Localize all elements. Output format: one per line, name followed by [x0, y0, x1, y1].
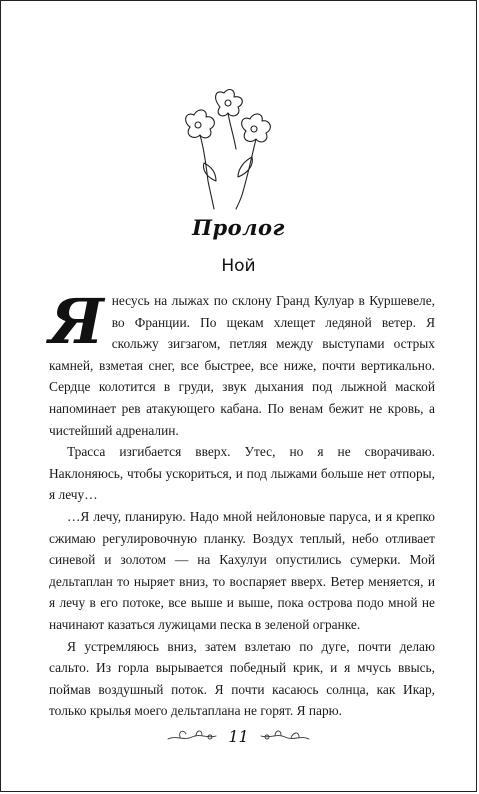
floral-flourish-icon [166, 725, 218, 747]
paragraph-2: Трасса изгибается вверх. Утес, но я не сворачиваю. Наклоняюсь, чтобы ускориться, и под лыжами больше нет отпоры, я лечу… [49, 444, 435, 503]
chapter-text [49, 285, 435, 722]
paragraph-1-text: несусь на лыжах по склону Гранд Кулуар в Куршевеле, во Франции. По щекам хлещет ледяной ветер. Я скольжу зигзагом, петляя между выступами острых камней, взметая снег, все быстрее, все ниже, почти вертикально. Сердце колотится в груди, звук дыхания под лыжной маской напоминает рев атакующего кабана. По венам бежит не кровь, а чистейший адреналин. [49, 293, 435, 438]
page-number: 11 [228, 726, 249, 746]
poppy-flowers-icon [176, 85, 286, 211]
chapter-subtitle: Ной [221, 256, 256, 276]
floral-flourish-icon [259, 725, 311, 747]
page-footer [1, 725, 476, 747]
paragraph-4: Я устремляюсь вниз, затем взлетаю по дуге, почти делаю сальто. Из горла вырывается победный крик, и я мчусь ввысь, поймав воздушный поток. Я почти касаюсь солнца, как Икар, только крылья моего дельтаплана не горят. Я парю. [49, 638, 435, 719]
paragraph-3: …Я лечу, планирую. Надо мной нейлоновые паруса, и я крепко сжимаю регулировочную планку. Воздух теплый, небо отливает синевой и золотом — на Кахулуи опустились сумерки. Мой дельтаплан то ныряет вниз, то воспаряет вверх. Ветер меняется, и я лечу в его потоке, все выше и выше, пока острова подо мной не начинают казаться лужицами песка в зеленой огранке. [49, 508, 435, 632]
chapter-title: Пролог [192, 215, 285, 240]
paragraph-1 [49, 285, 435, 441]
drop-cap: Я [49, 285, 104, 358]
